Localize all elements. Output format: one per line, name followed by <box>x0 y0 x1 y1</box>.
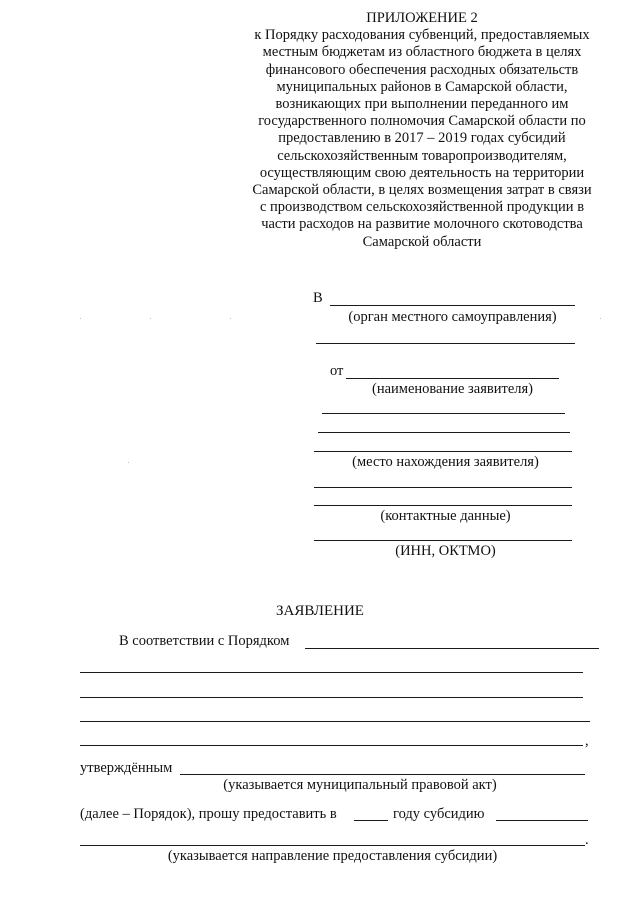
procedure-field-line4[interactable] <box>80 721 590 722</box>
statement-title: ЗАЯВЛЕНИЕ <box>276 603 364 619</box>
procedure-field[interactable] <box>305 648 599 649</box>
request-year-text: году субсидию <box>393 806 485 822</box>
location-caption: (место нахождения заявителя) <box>352 454 539 470</box>
applicant-field-line3[interactable] <box>318 432 570 433</box>
appendix-line: к Порядку расходования субвенций, предоставляемых <box>254 27 590 44</box>
appendix-line: Самарской области <box>362 233 482 250</box>
applicant-name-field[interactable] <box>346 378 559 379</box>
according-text: В соответствии с Порядком <box>119 633 290 649</box>
ids-field[interactable] <box>314 540 572 541</box>
appendix-line: части расходов на развитие молочного скотоводства <box>261 216 583 233</box>
appendix-line: осуществляющим свою деятельность на территории <box>259 164 585 181</box>
location-field[interactable] <box>314 451 572 452</box>
request-text: (далее – Порядок), прошу предоставить в <box>80 806 337 822</box>
appendix-line: предоставлению в 2017 – 2019 годах субсидий <box>278 130 566 147</box>
authority-field[interactable] <box>330 305 575 306</box>
comma-mark: , <box>585 733 589 749</box>
legal-act-caption: (указывается муниципальный правовой акт) <box>223 777 497 793</box>
appendix-line: Самарской области, в целях возмещения затрат в связи <box>252 182 592 199</box>
appendix-line: муниципальных районов в Самарской области, <box>276 78 568 95</box>
period-mark: . <box>585 832 589 848</box>
authority-caption: (орган местного самоуправления) <box>348 309 557 325</box>
authority-field-line2[interactable] <box>316 343 575 344</box>
applicant-caption: (наименование заявителя) <box>371 381 534 397</box>
appendix-title: ПРИЛОЖЕНИЕ 2 <box>366 10 478 26</box>
appendix-line: возникающих при выполнении переданного им <box>275 96 569 113</box>
direction-caption: (указывается направление предоставления субсидии) <box>167 848 498 864</box>
from-prefix: от <box>330 363 344 379</box>
subsidy-amount-field[interactable] <box>496 820 588 821</box>
procedure-field-line5[interactable] <box>80 745 583 746</box>
ids-caption: (ИНН, ОКТМО) <box>395 543 496 559</box>
applicant-field-line2[interactable] <box>322 413 565 414</box>
legal-act-field[interactable] <box>180 774 585 775</box>
contacts-caption: (контактные данные) <box>380 508 511 524</box>
direction-field[interactable] <box>80 845 585 846</box>
to-prefix: В <box>313 290 323 306</box>
contacts-field-line2[interactable] <box>314 505 572 506</box>
appendix-line: с производством сельскохозяйственной продукции в <box>259 199 585 216</box>
contacts-field-line1[interactable] <box>314 487 572 488</box>
appendix-line: государственного полномочия Самарской области по <box>258 113 586 130</box>
appendix-line: сельскохозяйственным товаропроизводителям, <box>277 147 567 164</box>
approved-text: утверждённым <box>80 760 173 776</box>
appendix-line: местным бюджетам из областного бюджета в целях <box>262 44 582 61</box>
appendix-line: финансового обеспечения расходных обязательств <box>265 61 579 78</box>
appendix-header <box>232 10 612 251</box>
year-field[interactable] <box>354 820 388 821</box>
procedure-field-line3[interactable] <box>80 697 583 698</box>
procedure-field-line2[interactable] <box>80 672 583 673</box>
